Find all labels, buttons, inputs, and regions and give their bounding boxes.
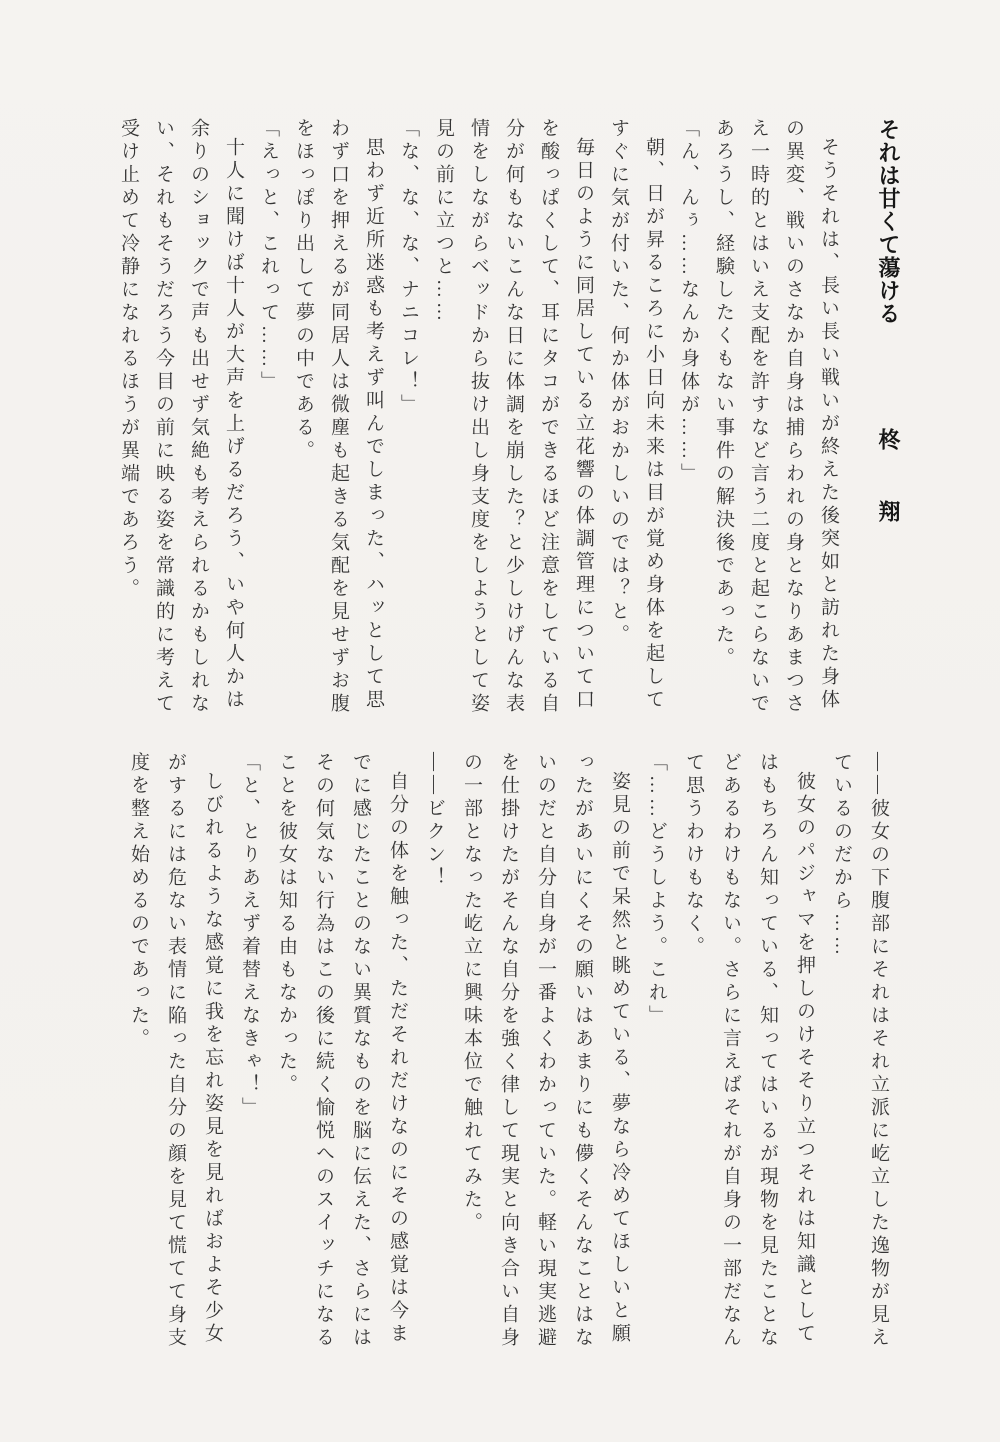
bottom-paragraphs: [120, 752, 897, 1350]
paragraph: 「……どうしよう。これ」: [646, 752, 667, 1028]
page-title: [876, 118, 900, 716]
paragraph: 十人に聞けば十人が大声を上げるだろう、いや何人かは余りのショックで声も出せず気絶も考えられるかもしれない、それもそうだろう今目の前に映る姿を常識的に考えて受け止めて冷静になれるほうが異端であろう。: [118, 118, 244, 716]
paragraph: 彼女のパジャマを押しのけそそり立つそれは知識としてはもちろん知っている、知ってはいるが現物を見たことなどあるわけもない。さらに言えばそれが自身の一部だなんて思うわけもなく。: [683, 752, 815, 1350]
story-title-text: それは甘くて蕩ける: [876, 118, 901, 325]
bottom-text-block: [120, 752, 897, 1350]
paragraph: 「と、とりあえず着替えなきゃ！」: [239, 752, 260, 1120]
story-author: 柊 翔: [876, 428, 901, 537]
paragraph: 「ん、んぅ……なんか身体が……」: [678, 118, 699, 486]
paragraph: 「えっと、これって……」: [258, 118, 279, 394]
paragraph: ――ビクン！: [424, 752, 445, 890]
paragraph: 毎日のように同居している立花響の体調管理について口を酸っぱくして、耳にタコができるほど注意をしている自分が何もないこんな日に体調を崩した？と少しけげんな表情をしながらベッドから抜け出し身支度をしようとして姿見の前に立つと……: [433, 118, 594, 716]
paragraph: そうそれは、長い長い戦いが終えた後突如と訪れた身体の異変、戦いのさなか自身は捕らわれの身となりあまつさえ一時的とはいえ支配を許すなど言う二度と起こらないであろうし、経験したくもない事件の解決後であった。: [713, 118, 839, 716]
paragraph: しびれるような感覚に我を忘れ姿見を見ればおよそ少女がするには危ない表情に陥った自分の顔を見て慌てて身支度を整え始めるのであった。: [128, 752, 223, 1350]
top-paragraphs: [111, 118, 846, 716]
paragraph: 「な、な、な、ナニコレ！」: [398, 118, 419, 417]
paragraph: ――彼女の下腹部にそれはそれ立派に屹立した逸物が見えているのだから……: [831, 752, 889, 1350]
paragraph: 思わず近所迷惑も考えず叫んでしまった、ハッとして思わず口を押えるが同居人は微塵も起きる気配を見せずお腹をほっぽり出して夢の中である。: [293, 118, 384, 716]
paragraph: 朝、日が昇るころに小日向未来は目が覚め身体を起してすぐに気が付いた、何か体がおかしいのでは？と。: [608, 118, 664, 712]
top-text-block: [111, 118, 900, 716]
paragraph: 姿見の前で呆然と眺めている、夢なら冷めてほしいと願ったがあいにくその願いはあまりにも儚くそんなことはないのだと自分自身が一番よくわかっていた。軽い現実逃避を仕掛けたがそんな自分を強く律して現実と向き合い自身の一部となった屹立に興味本位で触れてみた。: [461, 752, 630, 1350]
paragraph: 自分の体を触った、ただそれだけなのにその感覚は今までに感じたことのない異質なものを脳に伝えた、さらにはその何気ない行為はこの後に続く愉悦へのスイッチになることを彼女は知る由もなかった。: [276, 752, 408, 1350]
